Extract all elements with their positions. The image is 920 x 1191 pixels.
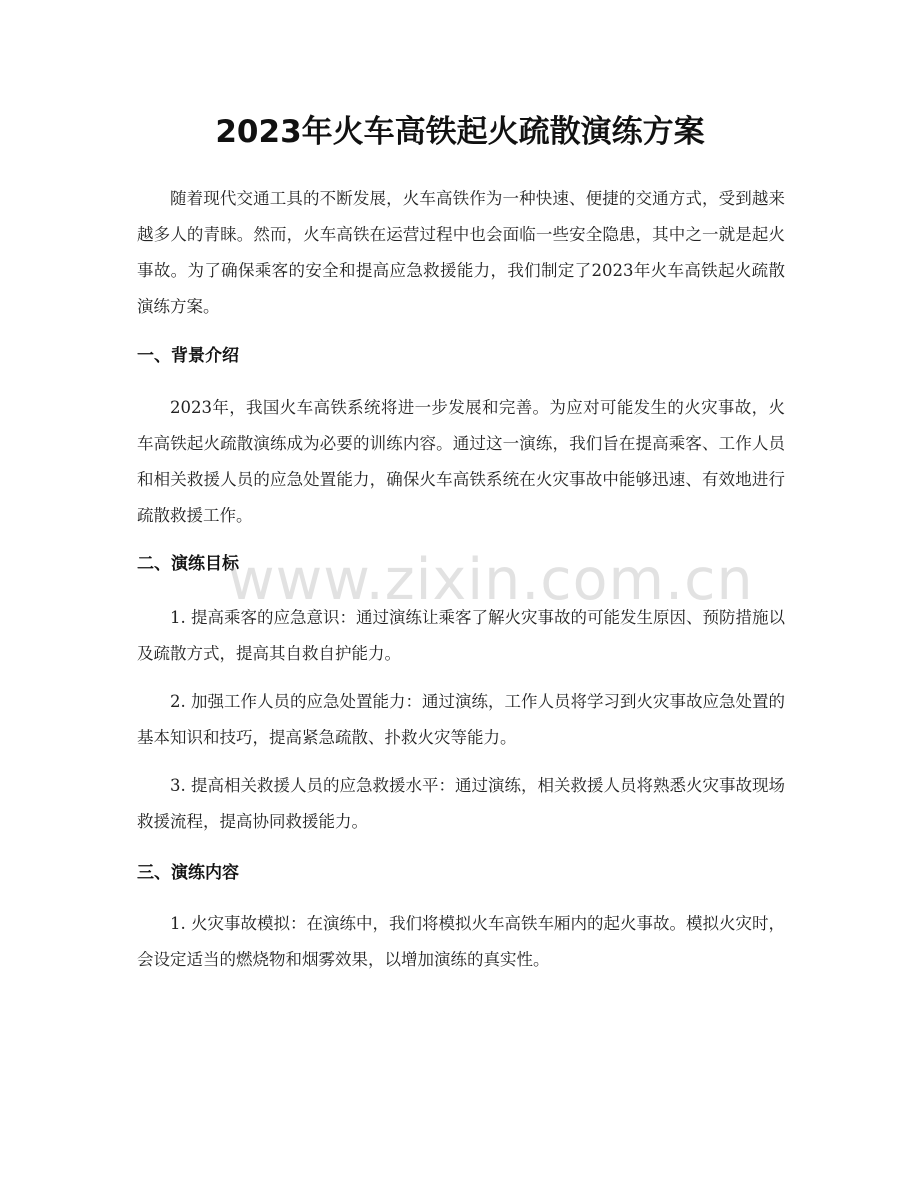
intro-paragraph: 随着现代交通工具的不断发展，火车高铁作为一种快速、便捷的交通方式，受到越来越多人的青睐。然而，火车高铁在运营过程中也会面临一些安全隐患，其中之一就是起火事故。为了确保乘客的安全和提高应急救援能力，我们制定了2023年火车高铁起火疏散演练方案。 — [137, 189, 785, 316]
background-paragraph: 2023年，我国火车高铁系统将进一步发展和完善。为应对可能发生的火灾事故，火车高铁起火疏散演练成为必要的训练内容。通过这一演练，我们旨在提高乘客、工作人员和相关救援人员的应急处置能力，确保火车高铁系统在火灾事故中能够迅速、有效地进行疏散救援工作。 — [137, 398, 785, 525]
document-title: 2023年火车高铁起火疏散演练方案 — [215, 114, 705, 150]
goal-item-3: 3. 提高相关救援人员的应急救援水平：通过演练，相关救援人员将熟悉火灾事故现场救援流程，提高协同救援能力。 — [137, 776, 785, 831]
content-item-1: 1. 火灾事故模拟：在演练中，我们将模拟火车高铁车厢内的起火事故。模拟火灾时，会设定适当的燃烧物和烟雾效果，以增加演练的真实性。 — [137, 914, 785, 969]
watermark-text: www.zixin.com.cn — [228, 547, 754, 613]
section-heading-content: 三、演练内容 — [137, 863, 239, 883]
goal-item-2: 2. 加强工作人员的应急处置能力：通过演练，工作人员将学习到火灾事故应急处置的基本知识和技巧，提高紧急疏散、扑救火灾等能力。 — [137, 692, 785, 747]
section-heading-background: 一、背景介绍 — [137, 346, 239, 366]
goal-item-1: 1. 提高乘客的应急意识：通过演练让乘客了解火灾事故的可能发生原因、预防措施以及疏散方式，提高其自救自护能力。 — [137, 608, 785, 663]
section-heading-goals: 二、演练目标 — [137, 554, 239, 574]
